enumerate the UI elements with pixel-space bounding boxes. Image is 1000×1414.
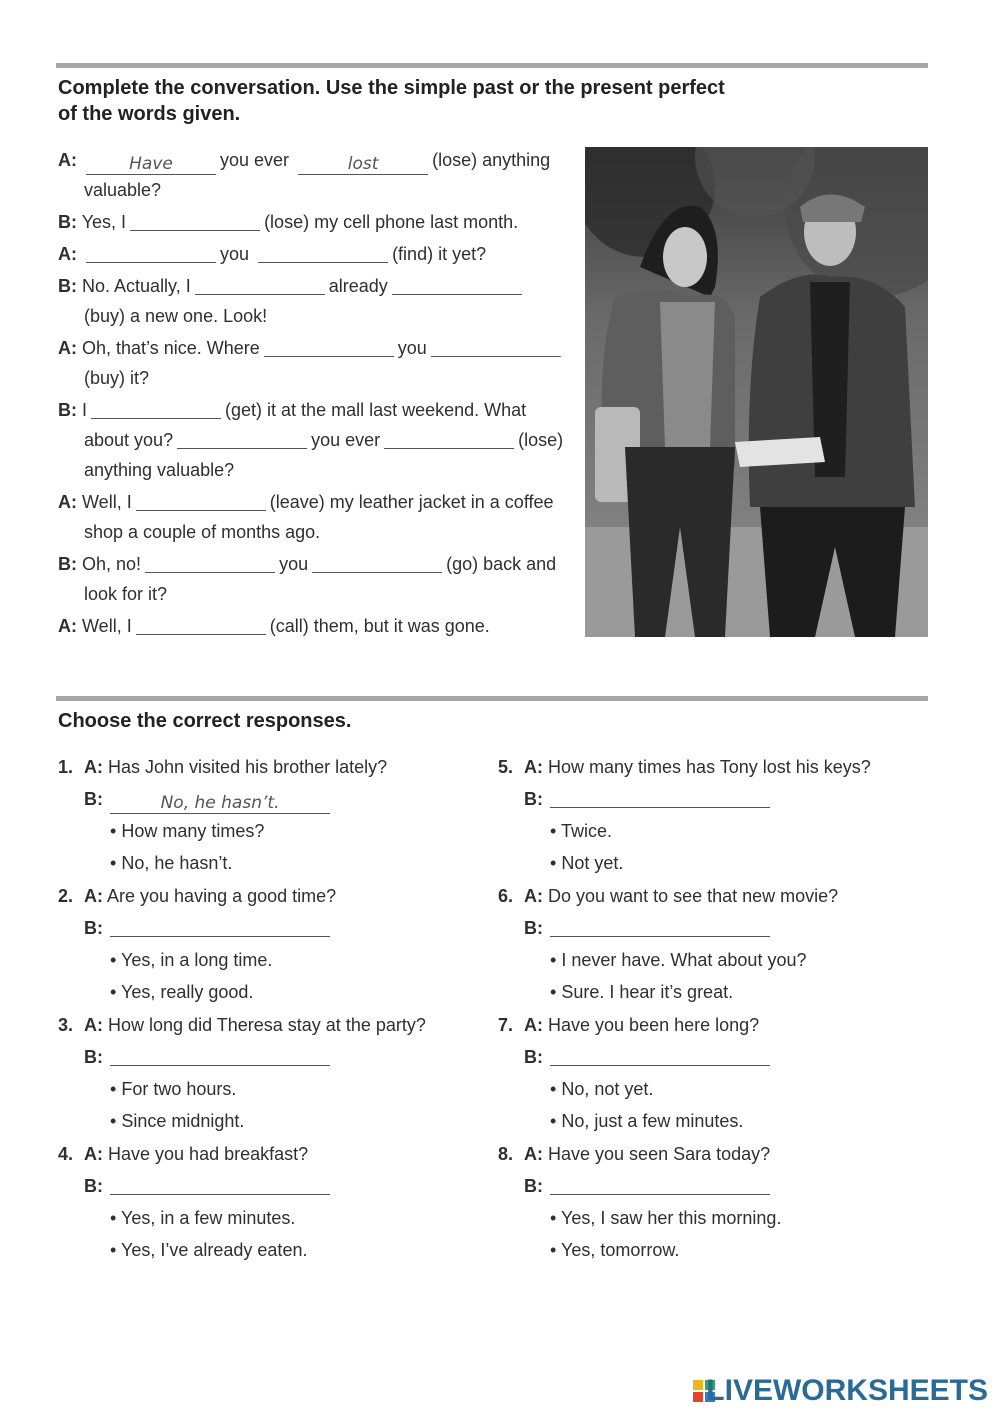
response-line <box>110 1238 307 1262</box>
response-blank[interactable] <box>550 1174 770 1195</box>
item-number: 5. <box>498 757 514 777</box>
bullet: • <box>550 1079 557 1099</box>
question-text: Do you want to see that new movie? <box>548 886 839 906</box>
a-label: A: <box>84 1144 103 1164</box>
answer-blank[interactable] <box>177 428 307 449</box>
response-line <box>110 1206 295 1230</box>
section-2-heading: Choose the correct responses. <box>58 710 352 732</box>
answer-blank[interactable] <box>130 210 260 231</box>
conversation-line: B: Oh, no! you (go) back and <box>58 554 557 574</box>
speaker-label: A: <box>58 616 77 636</box>
speaker-label: B: <box>58 554 77 574</box>
conversation-line: B: Yes, I (lose) my cell phone last month. <box>58 212 519 232</box>
response-blank[interactable] <box>110 1174 330 1195</box>
speaker-label: B: <box>58 212 77 232</box>
bullet: • <box>110 853 117 873</box>
question-text: How long did Theresa stay at the party? <box>108 1015 426 1035</box>
response-line <box>110 948 272 972</box>
answer-blank[interactable] <box>312 552 442 573</box>
bullet: • <box>550 853 557 873</box>
b-label: B: <box>524 1176 543 1196</box>
response-line <box>110 980 253 1004</box>
answer-blank[interactable] <box>145 552 275 573</box>
response-line <box>524 787 770 811</box>
b-label: B: <box>84 1176 103 1196</box>
bullet: • <box>550 821 557 841</box>
b-label: B: <box>524 918 543 938</box>
item-number: 1. <box>58 757 74 777</box>
response-line <box>550 980 733 1004</box>
response-option[interactable]: Since midnight. <box>121 1111 245 1131</box>
question-text: Have you had breakfast? <box>108 1144 309 1164</box>
bullet: • <box>110 982 117 1002</box>
response-blank[interactable] <box>110 1045 330 1066</box>
response-line <box>550 819 612 843</box>
answer-blank[interactable]: Have <box>86 154 216 175</box>
answer-blank[interactable] <box>195 274 325 295</box>
conversation-line: A: Have you ever lost (lose) anything <box>58 150 551 174</box>
conversation-line: about you? you ever (lose) <box>84 430 564 450</box>
item-number: 3. <box>58 1015 74 1035</box>
response-option[interactable]: Not yet. <box>561 853 624 873</box>
bullet: • <box>550 1111 557 1131</box>
response-line <box>550 948 806 972</box>
answer-blank[interactable] <box>392 274 522 295</box>
response-line <box>58 884 336 908</box>
response-line <box>498 755 871 779</box>
a-label: A: <box>524 1144 543 1164</box>
a-label: A: <box>524 1015 543 1035</box>
conversation-line: look for it? <box>84 584 168 604</box>
conversation-line: shop a couple of months ago. <box>84 522 321 542</box>
speaker-label: B: <box>58 400 77 420</box>
response-line <box>550 851 623 875</box>
couple-photo <box>585 147 928 637</box>
bullet: • <box>110 1208 117 1228</box>
response-line <box>110 1077 236 1101</box>
response-option[interactable]: For two hours. <box>121 1079 237 1099</box>
item-number: 6. <box>498 886 514 906</box>
question-text: Have you been here long? <box>548 1015 760 1035</box>
response-blank[interactable] <box>110 916 330 937</box>
answer-blank[interactable] <box>91 398 221 419</box>
response-option[interactable]: Sure. I hear it’s great. <box>561 982 734 1002</box>
response-line <box>550 1206 781 1230</box>
section-1-heading: Complete the conversation. Use the simple past or the present perfect of the words given. <box>58 77 725 125</box>
response-option[interactable]: No, just a few minutes. <box>561 1111 744 1131</box>
conversation-line: B: No. Actually, I already <box>58 274 526 298</box>
response-line <box>110 851 232 875</box>
item-number: 2. <box>58 886 74 906</box>
response-blank[interactable]: No, he hasn’t. <box>110 793 330 814</box>
response-blank[interactable] <box>550 916 770 937</box>
answer-blank[interactable] <box>136 490 266 511</box>
conversation-line: (buy) it? <box>84 368 150 388</box>
item-number: 7. <box>498 1015 514 1035</box>
bullet: • <box>110 1079 117 1099</box>
response-option[interactable]: No, he hasn’t. <box>121 853 233 873</box>
response-blank[interactable] <box>550 1045 770 1066</box>
response-option[interactable]: Yes, I saw her this morning. <box>561 1208 782 1228</box>
speaker-label: A: <box>58 150 77 170</box>
response-blank[interactable] <box>550 787 770 808</box>
response-option[interactable]: Yes, in a long time. <box>121 950 273 970</box>
bullet: • <box>110 950 117 970</box>
response-line <box>84 787 330 814</box>
conversation-line: B: I (get) it at the mall last weekend. What <box>58 400 527 420</box>
liveworksheets-brand: LIVEWORKSHEETS <box>706 1374 988 1407</box>
speaker-label: B: <box>58 276 77 296</box>
question-text: How many times has Tony lost his keys? <box>548 757 871 777</box>
b-label: B: <box>84 1047 103 1067</box>
answer-blank[interactable] <box>136 614 266 635</box>
b-label: B: <box>524 789 543 809</box>
response-line <box>110 819 264 843</box>
section-1-divider <box>56 63 928 68</box>
response-line <box>524 1174 770 1198</box>
response-option[interactable]: Yes, tomorrow. <box>561 1240 680 1260</box>
b-label: B: <box>84 918 103 938</box>
answer-blank[interactable] <box>258 242 388 263</box>
response-line <box>84 1045 330 1069</box>
answer-blank[interactable] <box>384 428 514 449</box>
conversation-line: A: you (find) it yet? <box>58 244 487 264</box>
bullet: • <box>550 950 557 970</box>
question-text: Has John visited his brother lately? <box>108 757 388 777</box>
bullet: • <box>550 982 557 1002</box>
answer-blank[interactable] <box>264 336 394 357</box>
response-option[interactable]: Yes, I’ve already eaten. <box>121 1240 308 1260</box>
response-line <box>550 1238 679 1262</box>
response-line <box>58 1142 308 1166</box>
answer-blank[interactable]: lost <box>298 154 428 175</box>
answer-blank[interactable] <box>431 336 561 357</box>
bullet: • <box>110 1111 117 1131</box>
response-line <box>498 884 838 908</box>
bullet: • <box>550 1208 557 1228</box>
response-option[interactable]: How many times? <box>121 821 265 841</box>
bullet: • <box>110 1240 117 1260</box>
response-line <box>58 1013 426 1037</box>
answer-blank[interactable] <box>86 242 216 263</box>
response-line <box>84 916 330 940</box>
conversation-line: anything valuable? <box>84 460 235 480</box>
response-option[interactable]: Twice. <box>561 821 613 841</box>
question-text: Are you having a good time? <box>107 886 337 906</box>
bullet: • <box>550 1240 557 1260</box>
item-number: 8. <box>498 1144 514 1164</box>
a-label: A: <box>84 757 103 777</box>
b-label: B: <box>524 1047 543 1067</box>
conversation-line: A: Well, I (leave) my leather jacket in a coffee <box>58 492 554 512</box>
speaker-label: A: <box>58 492 77 512</box>
a-label: A: <box>524 886 543 906</box>
response-option[interactable]: No, not yet. <box>561 1079 654 1099</box>
response-line <box>550 1077 653 1101</box>
response-line <box>58 755 387 779</box>
response-line <box>110 1109 244 1133</box>
response-line <box>524 916 770 940</box>
a-label: A: <box>84 886 103 906</box>
response-line <box>498 1142 770 1166</box>
conversation-line: valuable? <box>84 180 162 200</box>
a-label: A: <box>524 757 543 777</box>
speaker-label: A: <box>58 244 77 264</box>
response-line <box>498 1013 759 1037</box>
question-text: Have you seen Sara today? <box>548 1144 771 1164</box>
b-label: B: <box>84 789 103 809</box>
response-line <box>524 1045 770 1069</box>
item-number: 4. <box>58 1144 74 1164</box>
response-option[interactable]: I never have. What about you? <box>561 950 807 970</box>
response-line <box>84 1174 330 1198</box>
response-line <box>550 1109 743 1133</box>
section-2-divider <box>56 696 928 701</box>
conversation-line: (buy) a new one. Look! <box>84 306 268 326</box>
a-label: A: <box>84 1015 103 1035</box>
bullet: • <box>110 821 117 841</box>
response-option[interactable]: Yes, really good. <box>121 982 254 1002</box>
conversation-line: A: Oh, that’s nice. Where you <box>58 336 565 360</box>
speaker-label: A: <box>58 338 77 358</box>
conversation-line: A: Well, I (call) them, but it was gone. <box>58 616 490 636</box>
response-option[interactable]: Yes, in a few minutes. <box>121 1208 296 1228</box>
